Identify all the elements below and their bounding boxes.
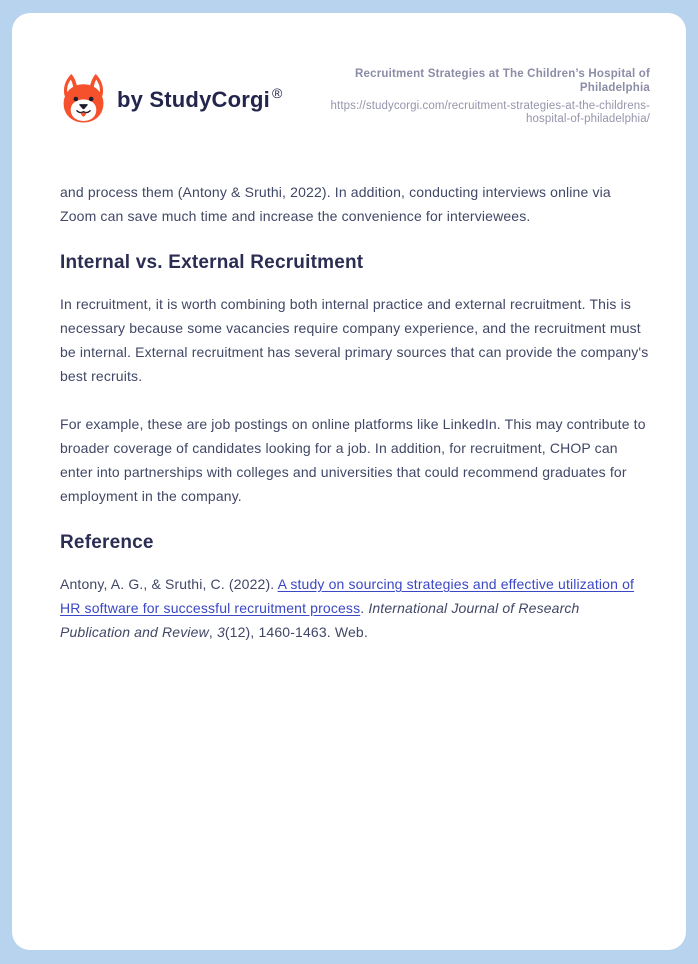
citation-separator: ,	[208, 624, 217, 640]
brand-logo	[60, 73, 282, 124]
citation-period: .	[360, 600, 369, 616]
citation-volume: 3	[216, 624, 225, 640]
citation-link[interactable]: A study on sourcing strategies and effective utilization of HR software for successful recruitment process	[60, 576, 635, 616]
registered-trademark-mark: ®	[271, 84, 283, 101]
brand-text: by StudyCorgi ®	[117, 84, 283, 112]
citation-authors-year: Antony, A. G., & Sruthi, C. (2022).	[60, 576, 278, 592]
document-card	[12, 13, 686, 950]
citation-issue-pages: (12), 1460-1463. Web.	[224, 624, 368, 640]
document-title: Recruitment Strategies at The Children’s Hospital of Philadelphia	[355, 68, 650, 94]
corgi-logo-icon	[60, 73, 107, 124]
document-source-url: https://studycorgi.com/recruitment-strategies-at-the-childrens-hospital-of-philadelphia/	[330, 100, 650, 125]
section-heading-internal-vs-external: Internal vs. External Recruitment	[60, 252, 364, 273]
document-header	[60, 60, 650, 126]
citation-journal-name: International Journal of Research Publication and Review	[60, 600, 580, 640]
article-content	[60, 180, 650, 644]
intro-paragraph: and process them (Antony & Sruthi, 2022). In addition, conducting interviews online via Zoom can save much time and increase the convenience for interviewees.	[60, 184, 611, 224]
body-paragraph-2: For example, these are job postings on online platforms like LinkedIn. This may contribute to broader coverage of candidates looking for a job. In addition, for recruitment, CHOP can enter into partnerships with colleges and universities that could recommend graduates for employment in the company.	[60, 416, 646, 504]
reference-citation	[60, 572, 650, 644]
document-meta	[315, 60, 650, 126]
body-paragraph-1: In recruitment, it is worth combining both internal practice and external recruitment. This is necessary because some vacancies require company experience, and the recruitment must be internal. External recruitment has several primary sources that can provide the company's best recruits.	[60, 296, 649, 384]
section-heading-reference: Reference	[60, 532, 154, 553]
